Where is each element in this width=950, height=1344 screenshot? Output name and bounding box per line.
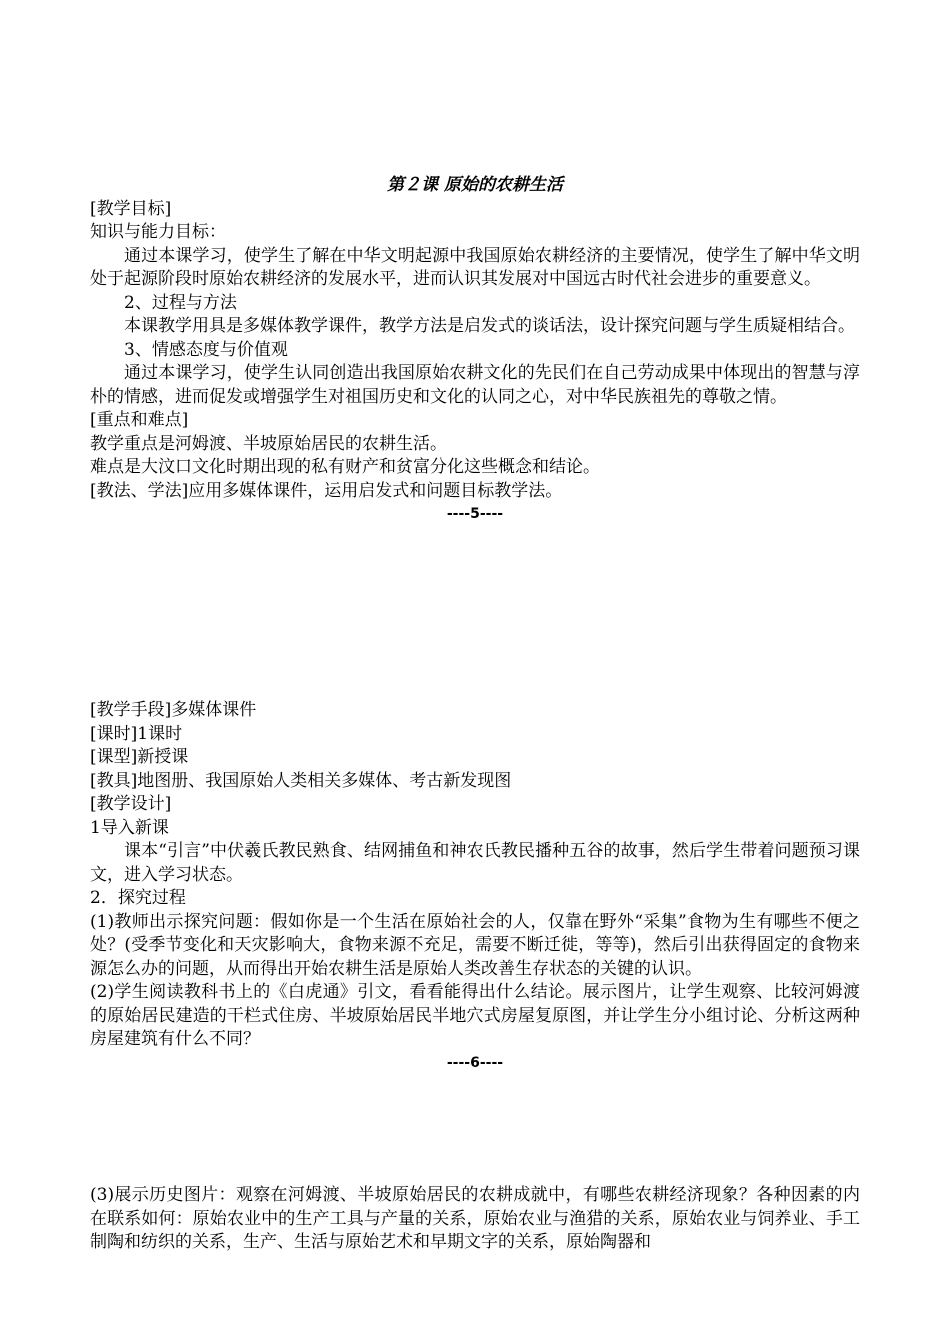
method-text: [教法、学法]应用多媒体课件，运用启发式和问题目标教学法。 [90,480,563,501]
objectives-header: [教学目标] [90,198,172,219]
page-number-6: ----6---- [446,1054,504,1071]
explore-step-2: (2)学生阅读教科书上的《白虎通》引文，看看能得出什么结论。展示图片，让学生观察、比较河姆渡的原始居民建造的干栏式住房、半坡原始居民半地穴式房屋复原图，并让学生分小组讨论、分析这两种房屋建筑有什么不同？ [90,982,860,1049]
explore-label: 2．探究过程 [90,888,186,908]
emotion-text: 通过本课学习，使学生认同创造出我国原始农耕文化的先民们在自己劳动成果中体现出的智慧与淳朴的情感，进而促发或增强学生对祖国历史和文化的认同之心，对中华民族祖先的尊敬之情。 [90,363,860,407]
explore-step-3: (3)展示历史图片：观察在河姆渡、半坡原始居民的农耕成就中，有哪些农耕经济现象？各种因素的内在联系如何：原始农业中的生产工具与产量的关系，原始农业与渔猎的关系，原始农业与饲养业、手工制陶和纺织的关系，生产、生活与原始艺术和早期文字的关系，原始陶器和 [90,1185,860,1252]
page-number-5: ----5---- [446,506,504,522]
explore-step-1: (1)教师出示探究问题：假如你是一个生活在原始社会的人，仅靠在野外“采集”食物为生有哪些不便之处？(受季节变化和天灾影响大，食物来源不充足，需要不断迁徙，等等)，然后引出获得固定的食物来源怎么办的问题，从而得出开始农耕生活是原始人类改善生存状态的关键的认识。 [90,911,860,979]
keypoint-text: 教学重点是河姆渡、半坡原始居民的农耕生活。 [90,433,447,454]
lesson-page-2 [90,699,860,1075]
design-header: [教学设计] [90,794,172,814]
lesson-page-3 [90,1184,860,1255]
intro-label: 1导入新课 [90,817,169,838]
process-text: 本课教学用具是多媒体教学课件，教学方法是启发式的谈话法，设计探究问题与学生质疑相结合。 [124,316,855,336]
keypoints-header: [重点和难点] [90,410,189,430]
intro-text: 课本“引言”中伏羲氏教民熟食、结网捕鱼和神农氏教民播种五谷的故事，然后学生带着问题预习课文，进入学习状态。 [90,841,860,885]
knowledge-text: 通过本课学习，使学生了解在中华文明起源中我国原始农耕经济的主要情况，使学生了解中华文明处于起源阶段时原始农耕经济的发展水平，进而认识其发展对中国远古时代社会进步的重要意义。 [90,245,860,289]
teaching-tools: [教具]地图册、我国原始人类相关多媒体、考古新发现图 [90,770,512,791]
process-label: 2、过程与方法 [124,292,237,313]
emotion-label: 3、情感态度与价值观 [124,339,288,360]
class-hours: [课时]1课时 [90,723,183,744]
teaching-means: [教学手段]多媒体课件 [90,700,257,720]
class-type: [课型]新授课 [90,747,189,767]
difficulty-text: 难点是大汶口文化时期出现的私有财产和贫富分化这些概念和结论。 [90,457,600,477]
lesson-page-1 [90,174,860,527]
lesson-title: 第２课 原始的农耕生活 [387,175,563,195]
knowledge-label: 知识与能力目标： [90,222,226,242]
